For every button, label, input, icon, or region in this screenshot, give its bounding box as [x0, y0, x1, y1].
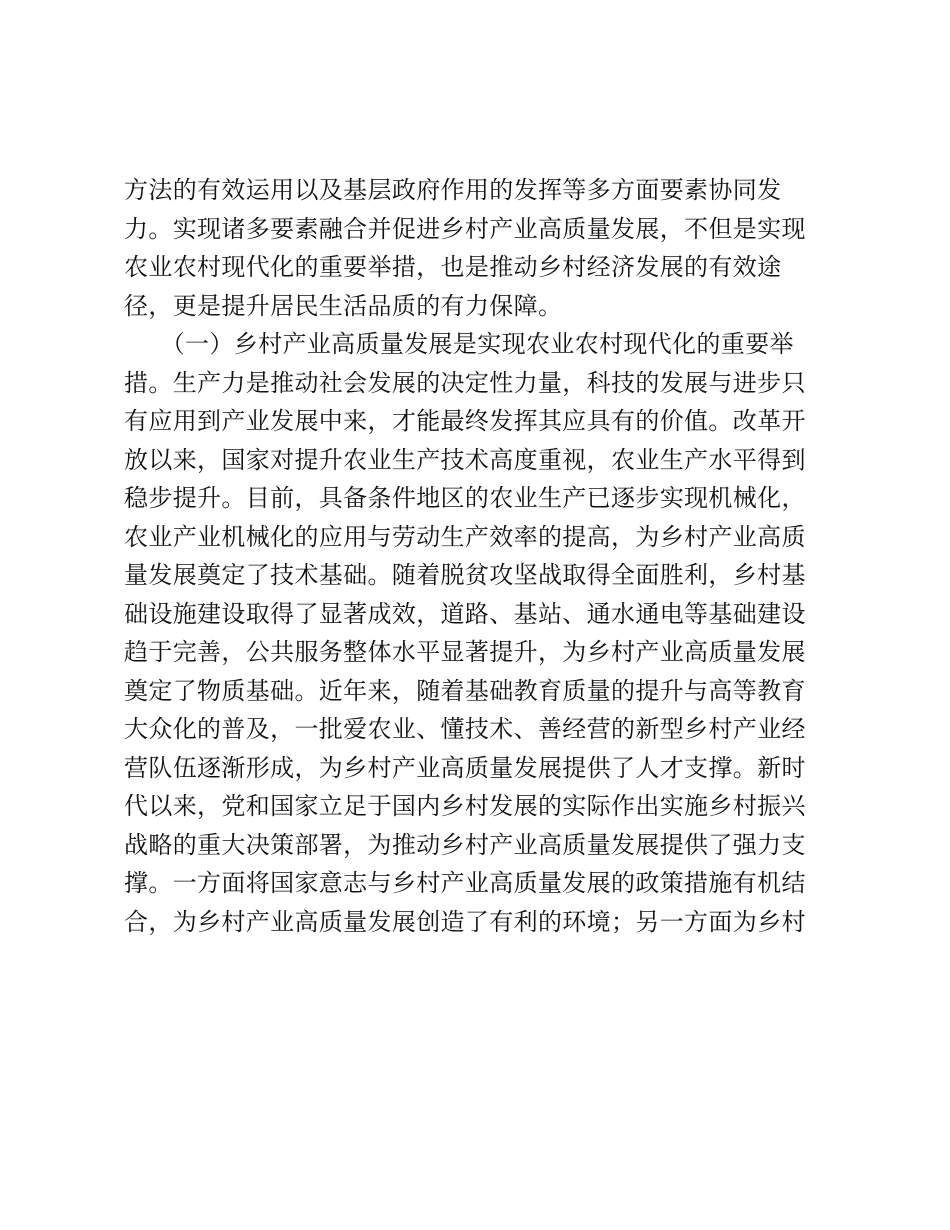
text-line: 趋于完善，公共服务整体水平显著提升，为乡村产业高质量发展 — [124, 638, 806, 666]
text-line: （一）乡村产业高质量发展是实现农业农村现代化的重要举 — [124, 330, 794, 358]
text-line: 大众化的普及，一批爱农业、懂技术、善经营的新型乡村产业经 — [124, 715, 806, 743]
text-line: 径，更是提升居民生活品质的有力保障。 — [124, 291, 563, 320]
text-line: 战略的重大决策部署，为推动乡村产业高质量发展提供了强力支 — [124, 830, 806, 859]
text-line: 农业产业机械化的应用与劳动生产效率的提高，为乡村产业高质 — [124, 522, 806, 551]
text-line: 稳步提升。目前，具备条件地区的农业生产已逐步实现机械化， — [124, 484, 806, 512]
text-line: 合，为乡村产业高质量发展创造了有利的环境；另一方面为乡村 — [124, 907, 806, 936]
text-line: 撑。一方面将国家意志与乡村产业高质量发展的政策措施有机结 — [124, 869, 806, 897]
text-line: 有应用到产业发展中来，才能最终发挥其应具有的价值。改革开 — [124, 407, 806, 435]
text-line: 措。生产力是推动社会发展的决定性力量，科技的发展与进步只 — [124, 368, 806, 397]
text-line: 代以来，党和国家立足于国内乡村发展的实际作出实施乡村振兴 — [124, 792, 806, 820]
body-text — [124, 171, 824, 941]
text-line: 营队伍逐渐形成，为乡村产业高质量发展提供了人才支撑。新时 — [124, 753, 806, 782]
text-line: 方法的有效运用以及基层政府作用的发挥等多方面要素协同发 — [124, 176, 782, 204]
text-line: 农业农村现代化的重要举措，也是推动乡村经济发展的有效途 — [124, 253, 782, 281]
text-line: 力。实现诸多要素融合并促进乡村产业高质量发展，不但是实现 — [124, 214, 806, 243]
text-line: 础设施建设取得了显著成效，道路、基站、通水通电等基础建设 — [124, 599, 806, 628]
text-line: 量发展奠定了技术基础。随着脱贫攻坚战取得全面胜利，乡村基 — [124, 561, 806, 589]
text-line: 放以来，国家对提升农业生产技术高度重视，农业生产水平得到 — [124, 445, 806, 474]
text-line: 奠定了物质基础。近年来，随着基础教育质量的提升与高等教育 — [124, 676, 806, 705]
